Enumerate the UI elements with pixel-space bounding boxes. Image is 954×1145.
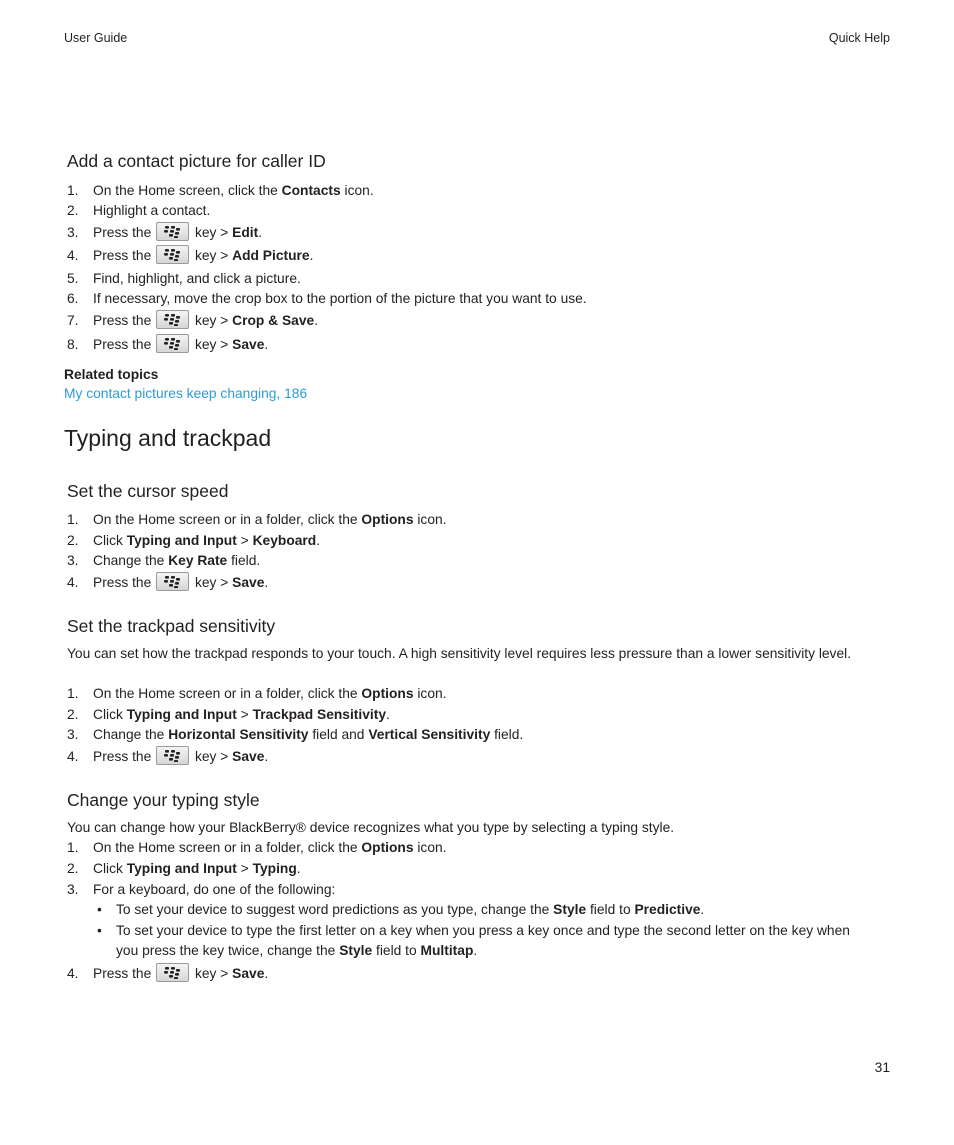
step: 2. Click Typing and Input > Keyboard. (67, 533, 321, 548)
step: 5. Find, highlight, and click a picture. (67, 271, 301, 286)
section-intro: You can change how your BlackBerry® device recognizes what you type by selecting a typing style. (67, 820, 675, 835)
step: 4. Press the key > Save. (67, 746, 268, 766)
step: 3. Press the key > Edit. (67, 222, 262, 242)
step: 1. On the Home screen or in a folder, click the Options icon. (67, 840, 447, 855)
bullet-item: • To set your device to suggest word predictions as you type, change the Style field to Predictive. (97, 902, 705, 917)
step: 7. Press the key > Crop & Save. (67, 310, 318, 330)
step: 2. Click Typing and Input > Typing. (67, 861, 301, 876)
step: 3. Change the Key Rate field. (67, 553, 261, 568)
related-topic-link[interactable]: My contact pictures keep changing, 186 (64, 386, 308, 401)
step: 4. Press the key > Save. (67, 572, 268, 592)
section-title-trackpad-sensitivity: Set the trackpad sensitivity (67, 616, 276, 636)
blackberry-menu-key-icon (156, 310, 189, 329)
blackberry-menu-key-icon (156, 572, 189, 591)
step: 6. If necessary, move the crop box to the portion of the picture that you want to use. (67, 291, 587, 306)
step: 4. Press the key > Save. (67, 963, 268, 983)
step: 1. On the Home screen or in a folder, click the Options icon. (67, 686, 447, 701)
section-title-typing-style: Change your typing style (67, 790, 260, 810)
section-title-cursor-speed: Set the cursor speed (67, 481, 229, 501)
section-intro: You can set how the trackpad responds to your touch. A high sensitivity level requires less pressure than a lower sensitivity level. (67, 646, 852, 661)
step: 8. Press the key > Save. (67, 334, 268, 354)
step: 1. On the Home screen, click the Contacts icon. (67, 183, 374, 198)
blackberry-menu-key-icon (156, 334, 189, 353)
blackberry-menu-key-icon (156, 963, 189, 982)
step: 1. On the Home screen or in a folder, click the Options icon. (67, 512, 447, 527)
header-left: User Guide (64, 31, 128, 45)
section-title-contact-picture: Add a contact picture for caller ID (67, 151, 326, 171)
blackberry-menu-key-icon (156, 746, 189, 765)
related-topics-heading: Related topics (64, 367, 159, 382)
step: 4. Press the key > Add Picture. (67, 245, 313, 265)
blackberry-menu-key-icon (156, 245, 189, 264)
chapter-title: Typing and trackpad (64, 425, 272, 451)
step: 2. Highlight a contact. (67, 203, 211, 218)
header-right: Quick Help (828, 31, 890, 45)
blackberry-menu-key-icon (156, 222, 189, 241)
page-number: 31 (874, 1060, 890, 1075)
step: 3. For a keyboard, do one of the following: (67, 882, 336, 897)
step: 3. Change the Horizontal Sensitivity field and Vertical Sensitivity field. (67, 727, 524, 742)
bullet-item: • To set your device to type the first letter on a key when you press a key once and type the second letter on the key when you press the key twice, change the Style field to Multitap. (97, 923, 850, 958)
step: 2. Click Typing and Input > Trackpad Sensitivity. (67, 707, 390, 722)
